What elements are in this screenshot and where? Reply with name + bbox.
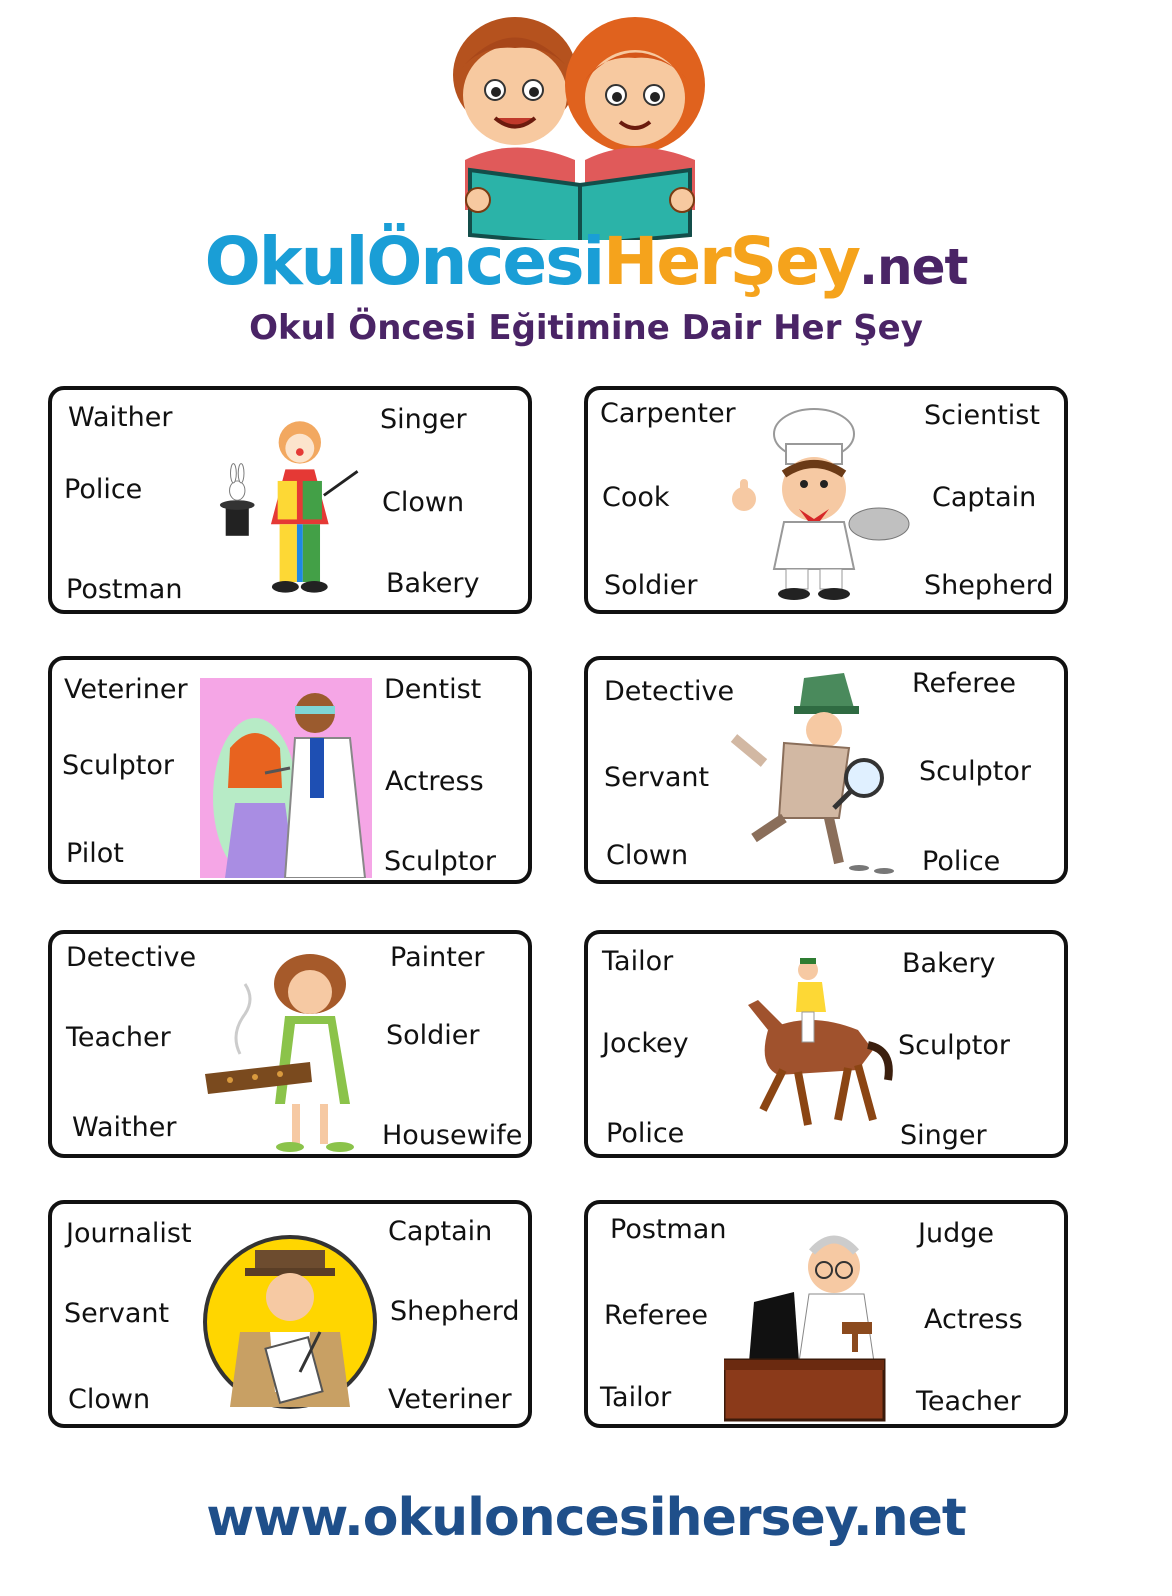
word-option[interactable]: Painter xyxy=(390,942,485,973)
word-option[interactable]: Clown xyxy=(382,487,465,518)
word-option[interactable]: Journalist xyxy=(66,1218,192,1249)
word-option[interactable]: Teacher xyxy=(66,1022,171,1053)
detective-icon xyxy=(724,668,904,878)
word-option[interactable]: Teacher xyxy=(916,1386,1021,1417)
word-option[interactable]: Actress xyxy=(924,1304,1023,1335)
word-option[interactable]: Police xyxy=(606,1118,685,1149)
judge-icon xyxy=(724,1222,914,1422)
word-option[interactable]: Postman xyxy=(66,574,183,605)
housewife-icon xyxy=(200,944,390,1154)
word-option[interactable]: Judge xyxy=(918,1218,994,1249)
word-option[interactable]: Waither xyxy=(68,402,173,433)
card-judge xyxy=(584,1200,1068,1428)
word-option[interactable]: Servant xyxy=(64,1298,170,1329)
word-option[interactable]: Waither xyxy=(72,1112,177,1143)
word-option[interactable]: Postman xyxy=(610,1214,727,1245)
word-option[interactable]: Carpenter xyxy=(600,398,736,429)
word-option[interactable]: Shepherd xyxy=(390,1296,520,1327)
word-option[interactable]: Jockey xyxy=(602,1028,689,1059)
card-detective xyxy=(584,656,1068,884)
word-option[interactable]: Bakery xyxy=(386,568,480,599)
footer-website-url[interactable]: www.okuloncesihersey.net xyxy=(206,1488,966,1548)
journalist-icon xyxy=(200,1232,380,1412)
word-option[interactable]: Singer xyxy=(380,404,467,435)
word-option[interactable]: Veteriner xyxy=(64,674,188,705)
card-clown xyxy=(48,386,532,614)
word-option[interactable]: Singer xyxy=(900,1120,987,1151)
word-option[interactable]: Cook xyxy=(602,482,670,513)
word-option[interactable]: Sculptor xyxy=(62,750,174,781)
word-option[interactable]: Clown xyxy=(68,1384,151,1415)
logo-kids-reading-icon xyxy=(430,10,730,240)
brand-logo-text xyxy=(0,222,1172,307)
card-dentist xyxy=(48,656,532,884)
word-option[interactable]: Sculptor xyxy=(898,1030,1010,1061)
word-option[interactable]: Police xyxy=(922,846,1001,877)
word-option[interactable]: Dentist xyxy=(384,674,482,705)
clown-magician-icon xyxy=(218,412,372,598)
word-option[interactable]: Housewife xyxy=(382,1120,523,1151)
word-option[interactable]: Sculptor xyxy=(384,846,496,877)
word-option[interactable]: Detective xyxy=(604,676,735,707)
word-option[interactable]: Soldier xyxy=(386,1020,480,1051)
card-chef xyxy=(584,386,1068,614)
brand-part1: OkulÖncesi xyxy=(204,223,604,300)
word-option[interactable]: Shepherd xyxy=(924,570,1054,601)
word-option[interactable]: Captain xyxy=(932,482,1037,513)
word-option[interactable]: Actress xyxy=(385,766,484,797)
word-option[interactable]: Bakery xyxy=(902,948,996,979)
word-option[interactable]: Servant xyxy=(604,762,710,793)
tagline: Okul Öncesi Eğitimine Dair Her Şey xyxy=(249,308,923,348)
brand-part2: HerŞey xyxy=(603,223,859,300)
word-option[interactable]: Referee xyxy=(604,1300,709,1331)
dentist-icon xyxy=(200,678,372,878)
card-jockey xyxy=(584,930,1068,1158)
word-option[interactable]: Detective xyxy=(66,942,197,973)
chef-icon xyxy=(714,404,914,604)
brand-part3: .net xyxy=(858,238,968,296)
jockey-on-horse-icon xyxy=(738,950,898,1150)
word-option[interactable]: Police xyxy=(64,474,143,505)
word-option[interactable]: Clown xyxy=(606,840,689,871)
card-housewife xyxy=(48,930,532,1158)
word-option[interactable]: Captain xyxy=(388,1216,493,1247)
word-option[interactable]: Soldier xyxy=(604,570,698,601)
word-option[interactable]: Pilot xyxy=(66,838,124,869)
word-option[interactable]: Tailor xyxy=(602,946,674,977)
word-option[interactable]: Sculptor xyxy=(919,756,1031,787)
card-journalist xyxy=(48,1200,532,1428)
word-option[interactable]: Tailor xyxy=(600,1382,672,1413)
word-option[interactable]: Referee xyxy=(912,668,1017,699)
word-option[interactable]: Veteriner xyxy=(388,1384,512,1415)
word-option[interactable]: Scientist xyxy=(924,400,1040,431)
